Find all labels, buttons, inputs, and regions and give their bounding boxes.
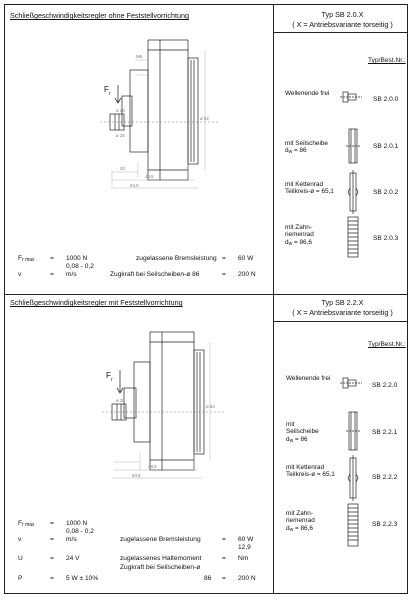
spec-v-value-1: 0,08 - 0,2 (66, 263, 94, 270)
spec-pull-label-1: Zugkraft bei Seilscheiben-ø 86 (110, 271, 200, 278)
spec-p-label-2: P (18, 575, 23, 582)
variant-code-1-2: SB 2.0.2 (373, 189, 399, 196)
svg-text:r: r (109, 91, 111, 97)
spec-p-eq-2: = (50, 575, 54, 582)
svg-text:20: 20 (120, 166, 125, 171)
variant-code-1-3: SB 2.0.3 (373, 235, 399, 242)
spec-brake-label-2: zugelassene Bremsleistung (120, 536, 201, 543)
technical-drawing-1 (20, 40, 240, 200)
variant-label-toothed-1: mit Zahn- riemenrad $d_w = 86,6$ (285, 224, 314, 247)
variant-code-2-1: SB 2.2.1 (372, 429, 398, 436)
spec-hold-unit-2: Nm (238, 555, 249, 562)
shaft-end-icon (340, 372, 362, 394)
spec-fr-value-1: 1000 N (66, 255, 88, 262)
spec-pull-label-2: Zugkraft bei Seilscheiben-ø (120, 564, 201, 571)
svg-text:ø 52: ø 52 (200, 116, 209, 121)
toothed-belt-pulley-icon (345, 503, 361, 547)
cable-pulley-icon (346, 128, 360, 164)
typ-best-header-2: Typ/Best.Nr.: (368, 341, 406, 348)
spec-u-label-2: U (18, 555, 23, 562)
shaft-end-icon (340, 86, 362, 108)
section-1-type-note: ( X = Antriebsvariante torseitig ) (292, 20, 393, 29)
spec-v-unit-2: m/s (66, 536, 77, 543)
spec-fr-label-2: $F_{r max}$ (18, 520, 35, 528)
type-header-rule-2 (274, 321, 408, 322)
spec-fr-value-2: 1000 N (66, 520, 88, 527)
spec-v-eq-2: = (50, 536, 54, 543)
spec-v-value-2: 0,08 - 0,2 (66, 528, 94, 535)
svg-text:63,5: 63,5 (132, 473, 141, 478)
column-divider (273, 5, 274, 593)
spec-pull-eq-1: = (222, 271, 226, 278)
force-arrow-label-1: F (104, 85, 109, 94)
sprocket-icon (346, 170, 360, 214)
section-2-type: Typ SB 2.2.X (321, 298, 364, 307)
spec-hold-label-2: zugelassenes Haltemoment (120, 555, 202, 562)
variant-label-pulley-2: mit Seilscheibe $d_w = 86$ (286, 421, 319, 444)
svg-text:ø 20: ø 20 (116, 398, 125, 403)
svg-text:48,5: 48,5 (145, 174, 154, 179)
spec-v-unit-1: m/s (66, 271, 77, 278)
svg-text:ø 52: ø 52 (206, 404, 215, 409)
spec-v-eq-1: = (50, 271, 54, 278)
variant-label-shaft-1: Wellenende frei (285, 90, 330, 97)
svg-text:48,5: 48,5 (148, 464, 157, 469)
technical-drawing-2 (20, 330, 240, 490)
variant-label-sprocket-1: mit Kettenrad Teilkreis-ø = 65,1 (285, 181, 334, 196)
variant-label-toothed-2: mit Zahn- riemenrad $d_w = 86,6$ (286, 510, 315, 533)
variant-code-1-1: SB 2.0.1 (373, 143, 399, 150)
spec-v-label-1: v (18, 271, 22, 278)
spec-brake-eq-1: = (222, 255, 226, 262)
svg-text:ø 20: ø 20 (116, 108, 125, 113)
svg-text:ø 28: ø 28 (116, 133, 125, 138)
spec-v-label-2: v (18, 536, 22, 543)
variant-code-1-0: SB 2.0.0 (373, 96, 399, 103)
spec-brake-eq-2: = (222, 536, 226, 543)
svg-text:r: r (111, 377, 113, 383)
sprocket-icon (346, 455, 360, 501)
spec-fr-eq-1: = (50, 255, 54, 262)
section-divider (5, 294, 407, 295)
spec-u-value-2: 24 V (66, 555, 80, 562)
spec-u-eq-2: = (50, 555, 54, 562)
section-1-title: Schließgeschwindigkeitsregler ohne Feststellvorrichtung (10, 11, 189, 20)
variant-label-sprocket-2: mit Kettenrad Teilkreis-ø = 65,1 (286, 464, 335, 479)
section-1-type: Typ SB 2.0.X (321, 10, 364, 19)
cable-pulley-icon (346, 411, 360, 451)
typ-best-header-1: Typ/Best.Nr.: (368, 57, 406, 64)
spec-hold-value-2: 12,9 (238, 544, 251, 551)
spec-fr-eq-2: = (50, 520, 54, 527)
spec-hold-eq-2: = (222, 555, 226, 562)
svg-text:63,5: 63,5 (130, 183, 139, 188)
variant-code-2-0: SB 2.2.0 (372, 382, 398, 389)
spec-pull-value-1: 200 N (238, 271, 256, 278)
variant-code-2-2: SB 2.2.2 (372, 474, 398, 481)
variant-label-pulley-1: mit Seilscheibe $d_w = 86$ (285, 140, 328, 156)
spec-p-value-2: 5 W ± 10% (66, 575, 99, 582)
svg-text:M6: M6 (136, 54, 143, 59)
spec-brake-value-1: 60 W (238, 255, 254, 262)
spec-brake-label-1: zugelassene Bremsleistung (136, 255, 217, 262)
spec-brake-value-2: 60 W (238, 536, 254, 543)
force-arrow-label-2: F (106, 371, 111, 380)
spec-pull-diameter-2: 86 (204, 575, 212, 582)
section-2-type-note: ( X = Antriebsvariante torseitig ) (292, 308, 393, 317)
spec-pull-value-2: 200 N (238, 575, 256, 582)
spec-pull-eq-2: = (222, 575, 226, 582)
variant-label-shaft-2: Wellenende frei (286, 375, 331, 382)
type-header-rule (274, 32, 408, 33)
toothed-belt-pulley-icon (345, 216, 361, 258)
variant-code-2-3: SB 2.2.3 (372, 521, 398, 528)
section-2-title: Schließgeschwindigkeitsregler mit Feststellvorrichtung (10, 298, 183, 307)
spec-fr-label-1: $F_{r max}$ (18, 255, 35, 263)
